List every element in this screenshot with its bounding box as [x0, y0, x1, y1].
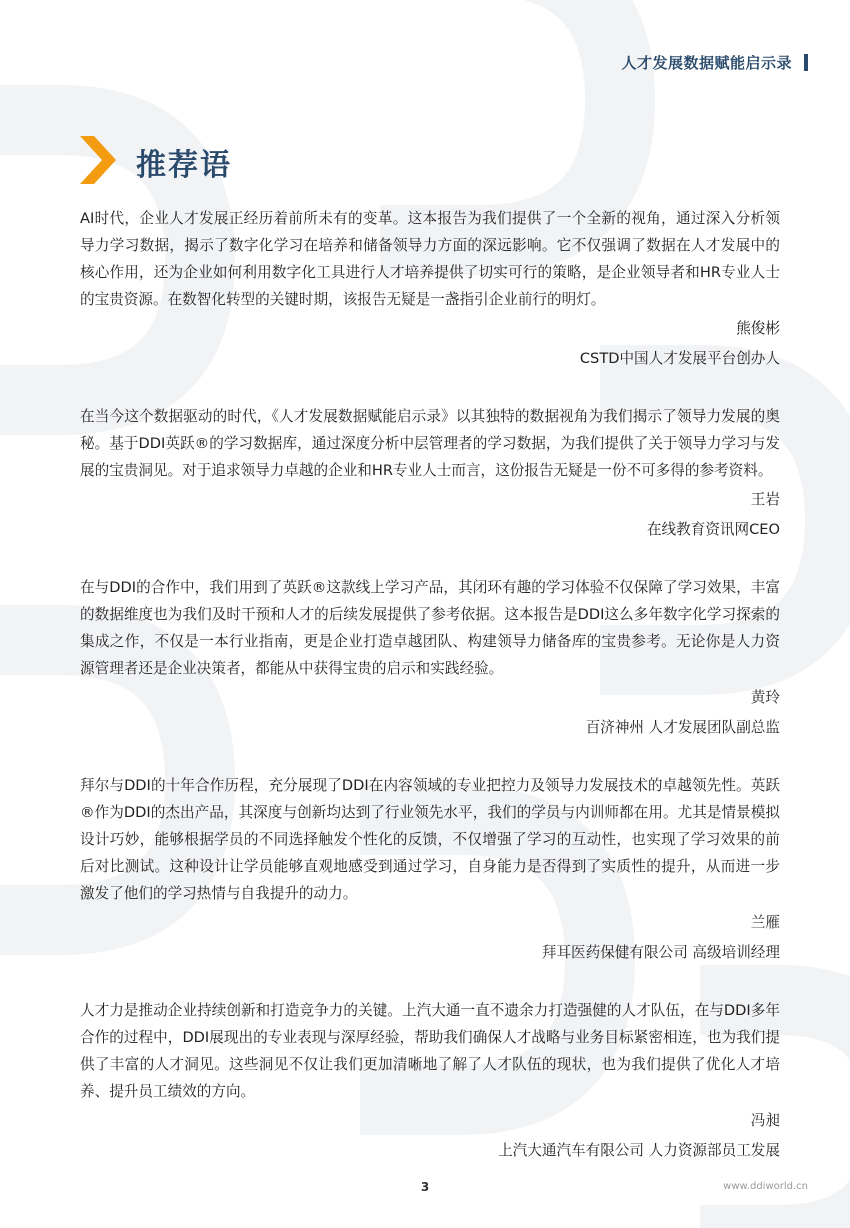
page-number: 3: [420, 1180, 430, 1194]
testimonial-author: 熊俊彬: [736, 320, 780, 337]
testimonial: [80, 574, 780, 741]
testimonial: [80, 403, 780, 543]
testimonial-author: 黄玲: [750, 689, 780, 706]
testimonial-author: 王岩: [750, 491, 780, 508]
testimonial-author-title: 上汽大通汽车有限公司 人力资源部员工发展: [498, 1142, 780, 1159]
testimonial: [80, 997, 780, 1164]
testimonial-text: 拜尔与DDI的十年合作历程，充分展现了DDI在内容领域的专业把控力及领导力发展技术的卓越领先性。英跃®作为DDI的杰出产品，其深度与创新均达到了行业领先水平，我们的学员与内训师都在用。尤其是情景模拟设计巧妙，能够根据学员的不同选择触发个性化的反馈，不仅增强了学习的互动性，也实现了学习效果的前后对比测试。这种设计让学员能够直观地感受到通过学习，自身能力是否得到了实质性的提升，从而进一步激发了他们的学习热情与自我提升的动力。: [80, 777, 780, 902]
page-header: [621, 52, 808, 73]
section-heading: [80, 136, 232, 188]
testimonial-author-title: 拜耳医药保健有限公司 高级培训经理: [541, 944, 780, 961]
header-accent-bar: [804, 54, 808, 71]
testimonial-text: AI时代，企业人才发展正经历着前所未有的变革。这本报告为我们提供了一个全新的视角，通过深入分析领导力学习数据，揭示了数字化学习在培养和储备领导力方面的深远影响。它不仅强调了数据在人才发展中的核心作用，还为企业如何利用数字化工具进行人才培养提供了切实可行的策略，是企业领导者和HR专业人士的宝贵资源。在数智化转型的关键时期，该报告无疑是一盏指引企业前行的明灯。: [80, 210, 780, 308]
testimonial-text: 在与DDI的合作中，我们用到了英跃®这款线上学习产品，其闭环有趣的学习体验不仅保障了学习效果，丰富的数据维度也为我们及时干预和人才的后续发展提供了参考依据。这本报告是DDI这么多年数字化学习探索的集成之作，不仅是一本行业指南，更是企业打造卓越团队、构建领导力储备库的宝贵参考。无论你是人力资源管理者还是企业决策者，都能从中获得宝贵的启示和实践经验。: [80, 579, 780, 677]
testimonial: [80, 205, 780, 372]
testimonial: [80, 772, 780, 966]
testimonial-text: 人才力是推动企业持续创新和打造竞争力的关键。上汽大通一直不遗余力打造强健的人才队伍，在与DDI多年合作的过程中，DDI展现出的专业表现与深厚经验，帮助我们确保人才战略与业务目标紧密相连，也为我们提供了丰富的人才洞见。这些洞见不仅让我们更加清晰地了解了人才队伍的现状，也为我们提供了优化人才培养、提升员工绩效的方向。: [80, 1002, 780, 1100]
section-title: 推荐语: [136, 148, 232, 183]
testimonial-author-title: CSTD中国人才发展平台创办人: [579, 350, 780, 367]
report-title: 人才发展数据赋能启示录: [621, 54, 792, 72]
testimonials-list: [80, 205, 780, 1164]
footer-website: www.ddiworld.cn: [723, 1181, 808, 1192]
testimonial-author: 冯昶: [750, 1112, 780, 1129]
testimonial-author-title: 百济神州 人才发展团队副总监: [585, 719, 780, 736]
testimonial-author: 兰雁: [750, 914, 780, 931]
chevron-right-icon: [80, 136, 116, 188]
testimonial-text: 在当今这个数据驱动的时代，《人才发展数据赋能启示录》以其独特的数据视角为我们揭示了领导力发展的奥秘。基于DDI英跃®的学习数据库，通过深度分析中层管理者的学习数据，为我们提供了关于领导力学习与发展的宝贵洞见。对于追求领导力卓越的企业和HR专业人士而言，这份报告无疑是一份不可多得的参考资料。: [80, 408, 780, 479]
testimonial-author-title: 在线教育资讯网CEO: [646, 521, 780, 538]
